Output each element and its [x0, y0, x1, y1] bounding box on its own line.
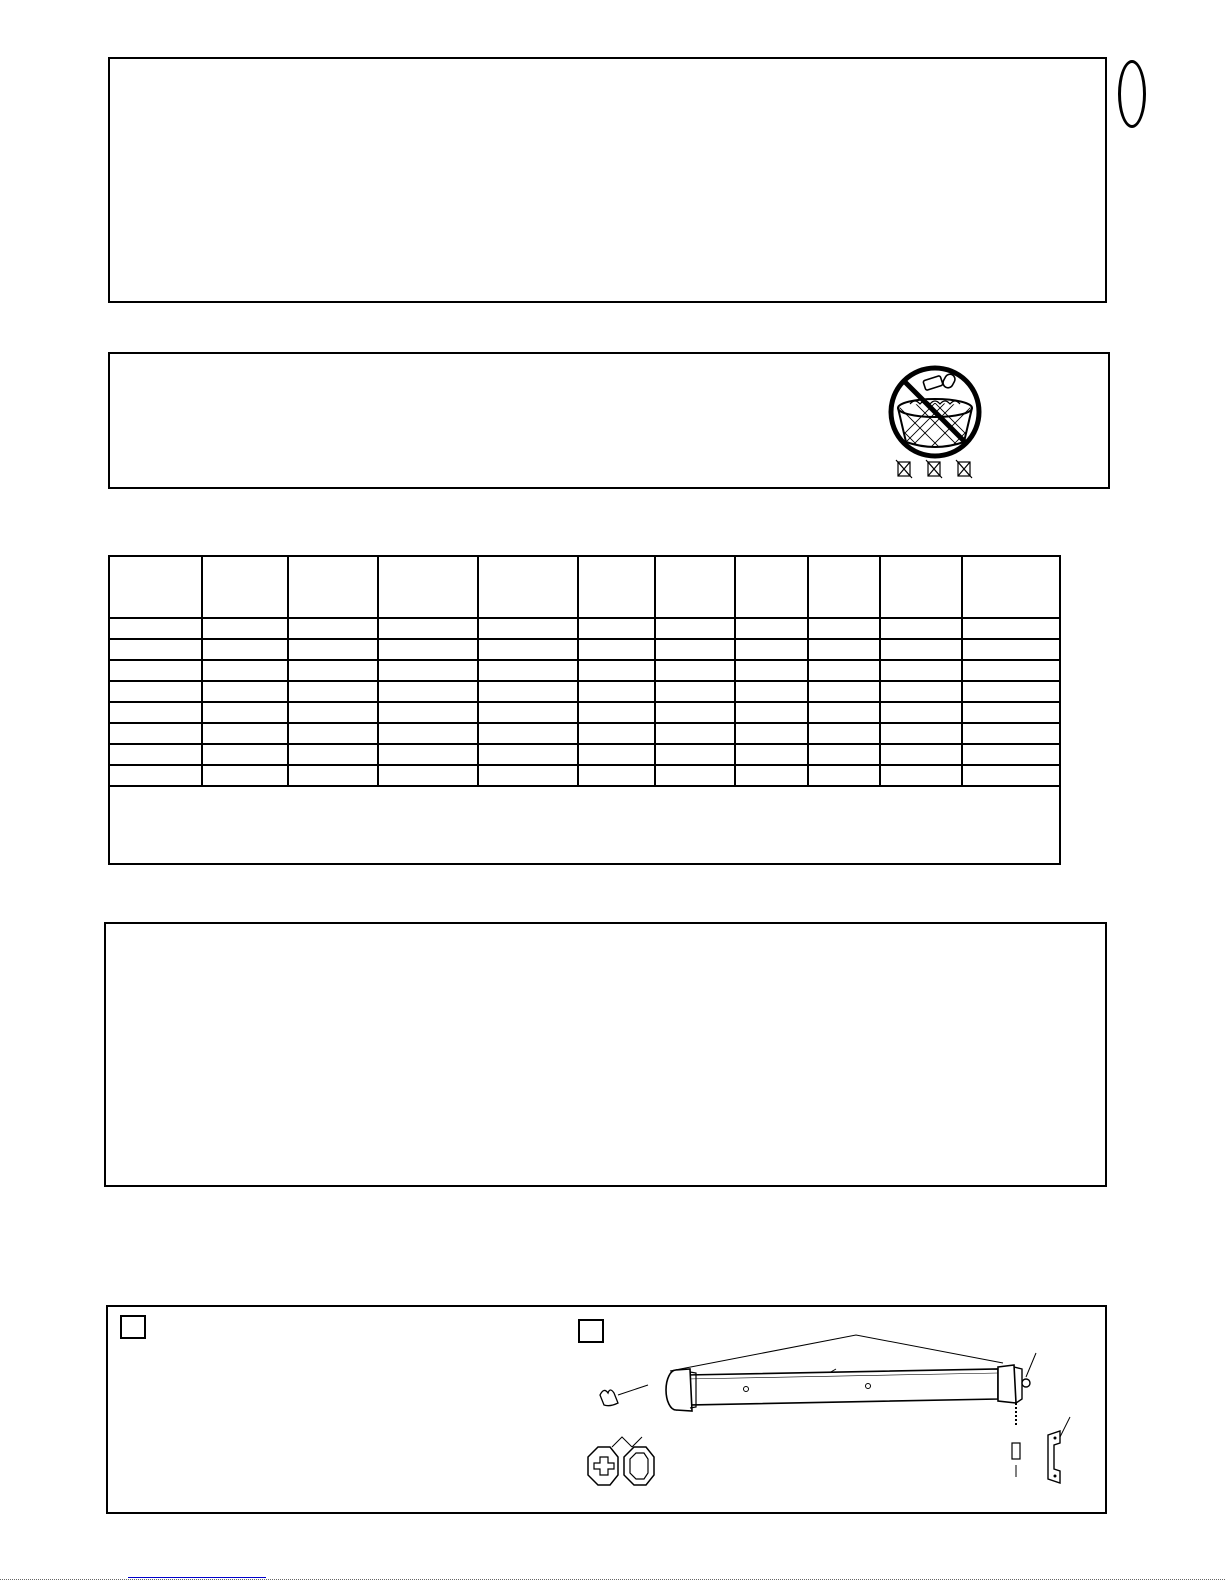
specs-cell	[735, 744, 808, 765]
specs-cell	[202, 681, 288, 702]
specs-cell	[378, 765, 478, 786]
specs-cell	[808, 723, 880, 744]
specs-cell	[735, 681, 808, 702]
language-marker	[1118, 60, 1146, 128]
specs-header-cell	[478, 557, 578, 618]
specs-cell	[880, 723, 962, 744]
specs-cell	[880, 681, 962, 702]
specs-cell	[962, 744, 1059, 765]
specs-cell	[735, 618, 808, 639]
specs-cell	[110, 681, 202, 702]
specs-row	[110, 765, 1059, 786]
specs-cell	[808, 765, 880, 786]
specs-cell	[655, 744, 735, 765]
specs-cell	[110, 639, 202, 660]
specs-cell	[378, 639, 478, 660]
specs-cell	[655, 702, 735, 723]
specs-header-cell	[578, 557, 655, 618]
specs-cell	[880, 744, 962, 765]
specs-cell	[578, 702, 655, 723]
specs-cell	[655, 639, 735, 660]
specs-cell	[202, 618, 288, 639]
specs-cell	[808, 702, 880, 723]
specs-cell	[378, 660, 478, 681]
specs-cell	[880, 765, 962, 786]
installation-instructions-box	[104, 922, 1107, 1187]
specs-row	[110, 681, 1059, 702]
specs-cell	[578, 618, 655, 639]
specs-row	[110, 723, 1059, 744]
specs-cell	[962, 702, 1059, 723]
specs-cell	[578, 744, 655, 765]
disposal-notice-box	[108, 352, 1110, 489]
specs-cell	[962, 765, 1059, 786]
specs-cell	[655, 723, 735, 744]
specs-cell	[962, 660, 1059, 681]
specs-cell	[735, 639, 808, 660]
specs-cell	[110, 618, 202, 639]
specs-cell	[655, 765, 735, 786]
specs-cell	[880, 702, 962, 723]
specs-row	[110, 639, 1059, 660]
specs-cell	[110, 744, 202, 765]
specs-header-cell	[655, 557, 735, 618]
specs-cell	[288, 618, 378, 639]
footer-divider	[0, 1579, 1225, 1580]
specs-cell	[288, 639, 378, 660]
specs-cell	[962, 723, 1059, 744]
safety-instructions-box	[108, 57, 1107, 303]
tubular-motor-kit-illustration	[578, 1317, 1098, 1507]
specs-cell	[288, 660, 378, 681]
specs-header-cell	[880, 557, 962, 618]
specs-cell	[880, 639, 962, 660]
specs-cell	[962, 618, 1059, 639]
specs-cell	[655, 660, 735, 681]
specs-cell	[655, 618, 735, 639]
specs-cell	[202, 702, 288, 723]
specs-header-cell	[110, 557, 202, 618]
specs-cell	[478, 660, 578, 681]
components-box	[106, 1305, 1107, 1514]
specs-cell	[962, 681, 1059, 702]
specs-cell	[478, 702, 578, 723]
specs-row	[110, 744, 1059, 765]
specs-cell	[655, 681, 735, 702]
specs-cell	[378, 702, 478, 723]
specs-cell	[962, 639, 1059, 660]
specs-cell	[378, 618, 478, 639]
specs-cell	[288, 702, 378, 723]
specs-cell	[288, 723, 378, 744]
specs-cell	[735, 660, 808, 681]
specs-cell	[378, 723, 478, 744]
specs-row	[110, 702, 1059, 723]
specs-cell	[478, 618, 578, 639]
specs-header-cell	[288, 557, 378, 618]
specs-cell	[478, 681, 578, 702]
specs-cell	[110, 702, 202, 723]
specs-cell	[110, 723, 202, 744]
specs-cell	[110, 660, 202, 681]
specs-cell	[110, 765, 202, 786]
specs-row	[110, 618, 1059, 639]
specs-cell	[735, 702, 808, 723]
specs-cell	[808, 744, 880, 765]
crossed-out-wheeled-bin-icon	[882, 360, 988, 480]
specs-header-cell	[808, 557, 880, 618]
specs-table-box	[108, 555, 1061, 865]
specs-cell	[378, 744, 478, 765]
specs-cell	[880, 618, 962, 639]
footer-link-underline[interactable]	[128, 1577, 266, 1578]
specs-cell	[288, 765, 378, 786]
specs-header-cell	[735, 557, 808, 618]
specs-cell	[202, 723, 288, 744]
specs-header-cell	[378, 557, 478, 618]
specs-cell	[478, 744, 578, 765]
specs-cell	[478, 723, 578, 744]
specs-cell	[808, 681, 880, 702]
specs-cell	[202, 660, 288, 681]
specs-table	[110, 557, 1059, 787]
specs-cell	[735, 723, 808, 744]
specs-cell	[578, 639, 655, 660]
specs-cell	[288, 744, 378, 765]
specs-cell	[735, 765, 808, 786]
specs-header-cell	[202, 557, 288, 618]
specs-cell	[478, 765, 578, 786]
specs-cell	[578, 765, 655, 786]
specs-cell	[578, 660, 655, 681]
specs-cell	[578, 681, 655, 702]
specs-header-row	[110, 557, 1059, 618]
specs-cell	[202, 765, 288, 786]
specs-cell	[808, 660, 880, 681]
specs-cell	[578, 723, 655, 744]
specs-cell	[202, 639, 288, 660]
specs-cell	[202, 744, 288, 765]
specs-cell	[880, 660, 962, 681]
specs-header-cell	[962, 557, 1059, 618]
specs-cell	[378, 681, 478, 702]
step-1-marker	[120, 1315, 146, 1339]
specs-cell	[478, 639, 578, 660]
specs-cell	[288, 681, 378, 702]
specs-cell	[808, 639, 880, 660]
specs-row	[110, 660, 1059, 681]
specs-cell	[808, 618, 880, 639]
